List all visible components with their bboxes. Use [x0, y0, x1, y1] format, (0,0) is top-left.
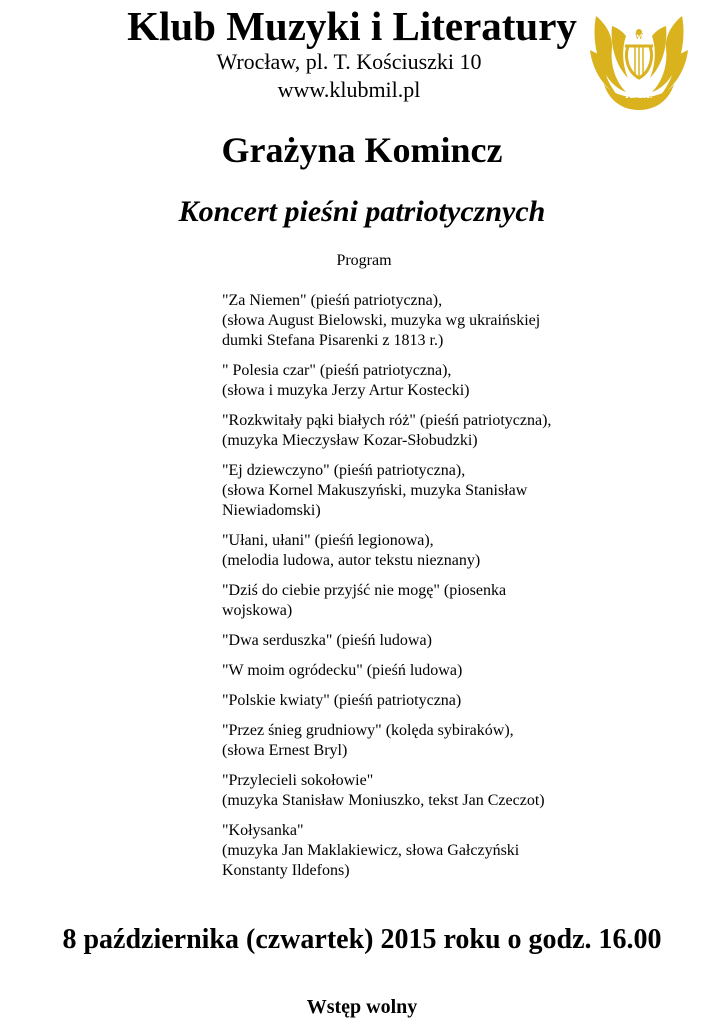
program-item-title: "Polskie kwiaty" (pieśń patriotyczna): [222, 692, 462, 709]
program-item: [222, 771, 702, 811]
program-item: [222, 661, 702, 681]
program-item-details: (słowa Kornel Makuszyński, muzyka Stanisław: [222, 482, 528, 499]
program-item: [222, 411, 702, 451]
program-item-title: "Ej dziewczyno" (pieśń patriotyczna),: [222, 462, 466, 479]
logo-text: KMiL: [625, 91, 653, 101]
program-item: [222, 581, 702, 621]
program-item-title: "W moim ogródecku" (pieśń ludowa): [222, 662, 463, 679]
event-date: 8 października (czwartek) 2015 roku o godz. 16.00: [62, 924, 662, 955]
program-item: [222, 291, 702, 351]
program-item-details: (melodia ludowa, autor tekstu nieznany): [222, 552, 481, 569]
program-item-title: "Za Niemen" (pieśń patriotyczna),: [222, 292, 443, 309]
program-item-details: (słowa Ernest Bryl): [222, 742, 348, 759]
club-website-link[interactable]: www.klubmil.pl: [277, 77, 421, 102]
program-item-title: "Dziś do ciebie przyjść nie mogę" (piosenka: [222, 582, 507, 599]
entry-info: Wstęp wolny: [306, 996, 418, 1018]
program-item-title: "Kołysanka": [222, 822, 304, 839]
program-item-details: (muzyka Mieczysław Kozar-Słobudzki): [222, 432, 478, 449]
program-item: [222, 461, 702, 521]
program-label: Program: [336, 252, 392, 269]
program-item-details: dumki Stefana Pisarenki z 1813 r.): [222, 332, 444, 349]
program-item-details: Konstanty Ildefons): [222, 862, 350, 879]
concert-title: Koncert pieśni patriotycznych: [178, 195, 546, 228]
program-item-details: (słowa August Bielowski, muzyka wg ukraińskiej: [222, 312, 541, 329]
program-item-title: "Dwa serduszka" (pieśń ludowa): [222, 632, 432, 649]
program-item: [222, 631, 702, 651]
program-item-details: (słowa i muzyka Jerzy Artur Kostecki): [222, 382, 470, 399]
program-item: [222, 691, 702, 711]
club-name: Klub Muzyki i Literatury: [127, 3, 577, 49]
program-item: [222, 821, 702, 881]
program-item: [222, 531, 702, 571]
program-item-details: Niewiadomski): [222, 502, 321, 519]
program-item-title: "Ułani, ułani" (pieśń legionowa),: [222, 532, 434, 549]
program-item-title: "Rozkwitały pąki białych róż" (pieśń patriotyczna),: [222, 412, 552, 429]
logo-mark: W: [634, 32, 644, 41]
program-item: [222, 361, 702, 401]
program-item-title: "Przylecieli sokołowie": [222, 772, 374, 789]
program-list: [222, 291, 702, 891]
club-address: Wrocław, pl. T. Kościuszki 10: [216, 49, 482, 74]
program-item-details: (muzyka Stanisław Moniuszko, tekst Jan Czeczot): [222, 792, 545, 809]
program-item: [222, 721, 702, 761]
program-item-details: (muzyka Jan Maklakiewicz, słowa Gałczyński: [222, 842, 520, 859]
program-item-details: wojskowa): [222, 602, 293, 619]
program-item-title: " Polesia czar" (pieśń patriotyczna),: [222, 362, 452, 379]
program-item-title: "Przez śnieg grudniowy" (kolęda sybiraków),: [222, 722, 514, 739]
performer-name: Grażyna Komincz: [221, 130, 503, 170]
kmil-lyre-logo-icon: [590, 6, 688, 112]
